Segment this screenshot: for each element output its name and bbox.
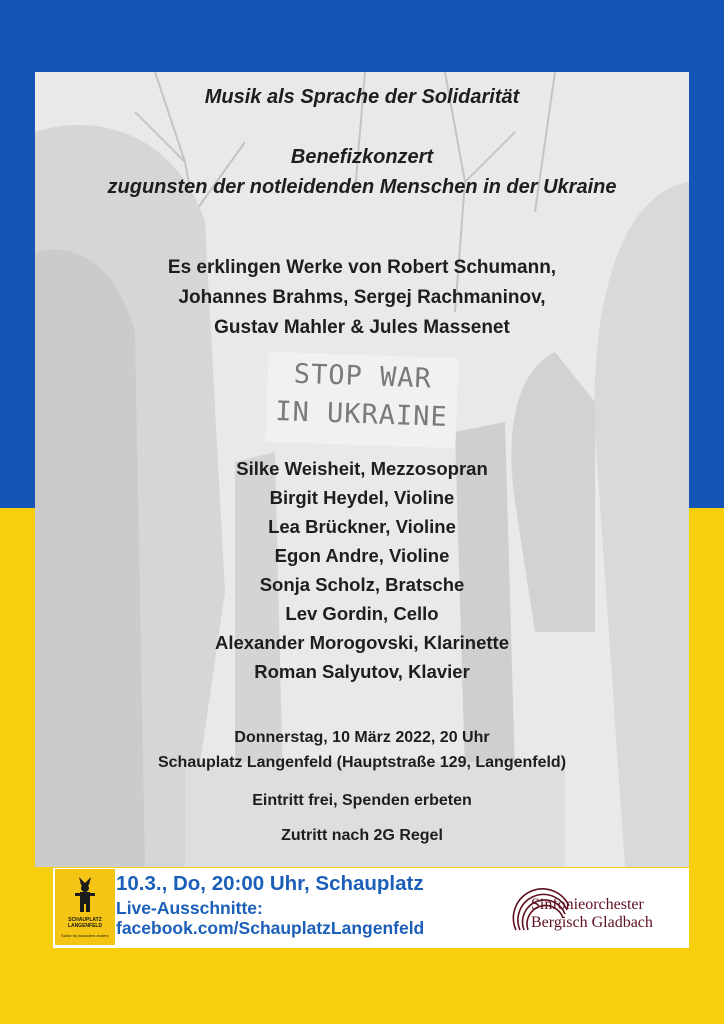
performer-6: Lev Gordin, Cello bbox=[285, 603, 439, 624]
event-venue: Schauplatz Langenfeld (Hauptstraße 129, Langenfeld) bbox=[157, 754, 567, 771]
works-line-1: Es erklingen Werke von Robert Schumann, bbox=[167, 257, 557, 278]
event-date: Donnerstag, 10 März 2022, 20 Uhr bbox=[234, 729, 490, 746]
footer-live-label: Live-Ausschnitte: bbox=[116, 898, 263, 918]
event-rule: Zutritt nach 2G Regel bbox=[281, 827, 443, 844]
performer-3: Lea Brückner, Violine bbox=[268, 516, 456, 537]
logo-name-2: LANGENFELD bbox=[67, 923, 103, 929]
footer-facebook-link[interactable]: facebook.com/SchauplatzLangenfeld bbox=[116, 918, 425, 938]
performer-7: Alexander Morogovski, Klarinette bbox=[214, 632, 510, 653]
sign-line-2: IN UKRAINE bbox=[274, 395, 449, 433]
orchestra-name-line-2: Bergisch Gladbach bbox=[531, 914, 653, 931]
jester-figure-icon bbox=[69, 875, 101, 913]
logo-name-1: SCHAUPLATZ bbox=[68, 917, 102, 923]
poster-subtitle-1: Benefizkonzert bbox=[290, 146, 434, 168]
performer-5: Sonja Scholz, Bratsche bbox=[259, 574, 465, 595]
footer-banner bbox=[53, 868, 689, 948]
performer-1: Silke Weisheit, Mezzosopran bbox=[236, 458, 488, 479]
poster-subtitle-2: zugunsten der notleidenden Menschen in der Ukraine bbox=[107, 176, 617, 198]
protest-sign bbox=[265, 352, 458, 449]
poster-panel bbox=[35, 72, 689, 867]
performer-4: Egon Andre, Violine bbox=[274, 545, 450, 566]
event-entry: Eintritt frei, Spenden erbeten bbox=[252, 792, 472, 809]
performer-8: Roman Salyutov, Klavier bbox=[254, 661, 470, 682]
performer-2: Birgit Heydel, Violine bbox=[269, 487, 455, 508]
sign-line-1: STOP WAR bbox=[293, 358, 433, 395]
schauplatz-logo bbox=[55, 869, 115, 945]
footer-event-line: 10.3., Do, 20:00 Uhr, Schauplatz bbox=[116, 872, 424, 895]
poster-title: Musik als Sprache der Solidarität bbox=[204, 86, 520, 108]
works-line-3: Gustav Mahler & Jules Massenet bbox=[214, 317, 510, 338]
logo-tagline: Kultur ist woanders anders bbox=[61, 933, 109, 938]
works-line-2: Johannes Brahms, Sergej Rachmaninov, bbox=[178, 287, 546, 308]
orchestra-name-line-1: Sinfonieorchester bbox=[531, 896, 644, 913]
